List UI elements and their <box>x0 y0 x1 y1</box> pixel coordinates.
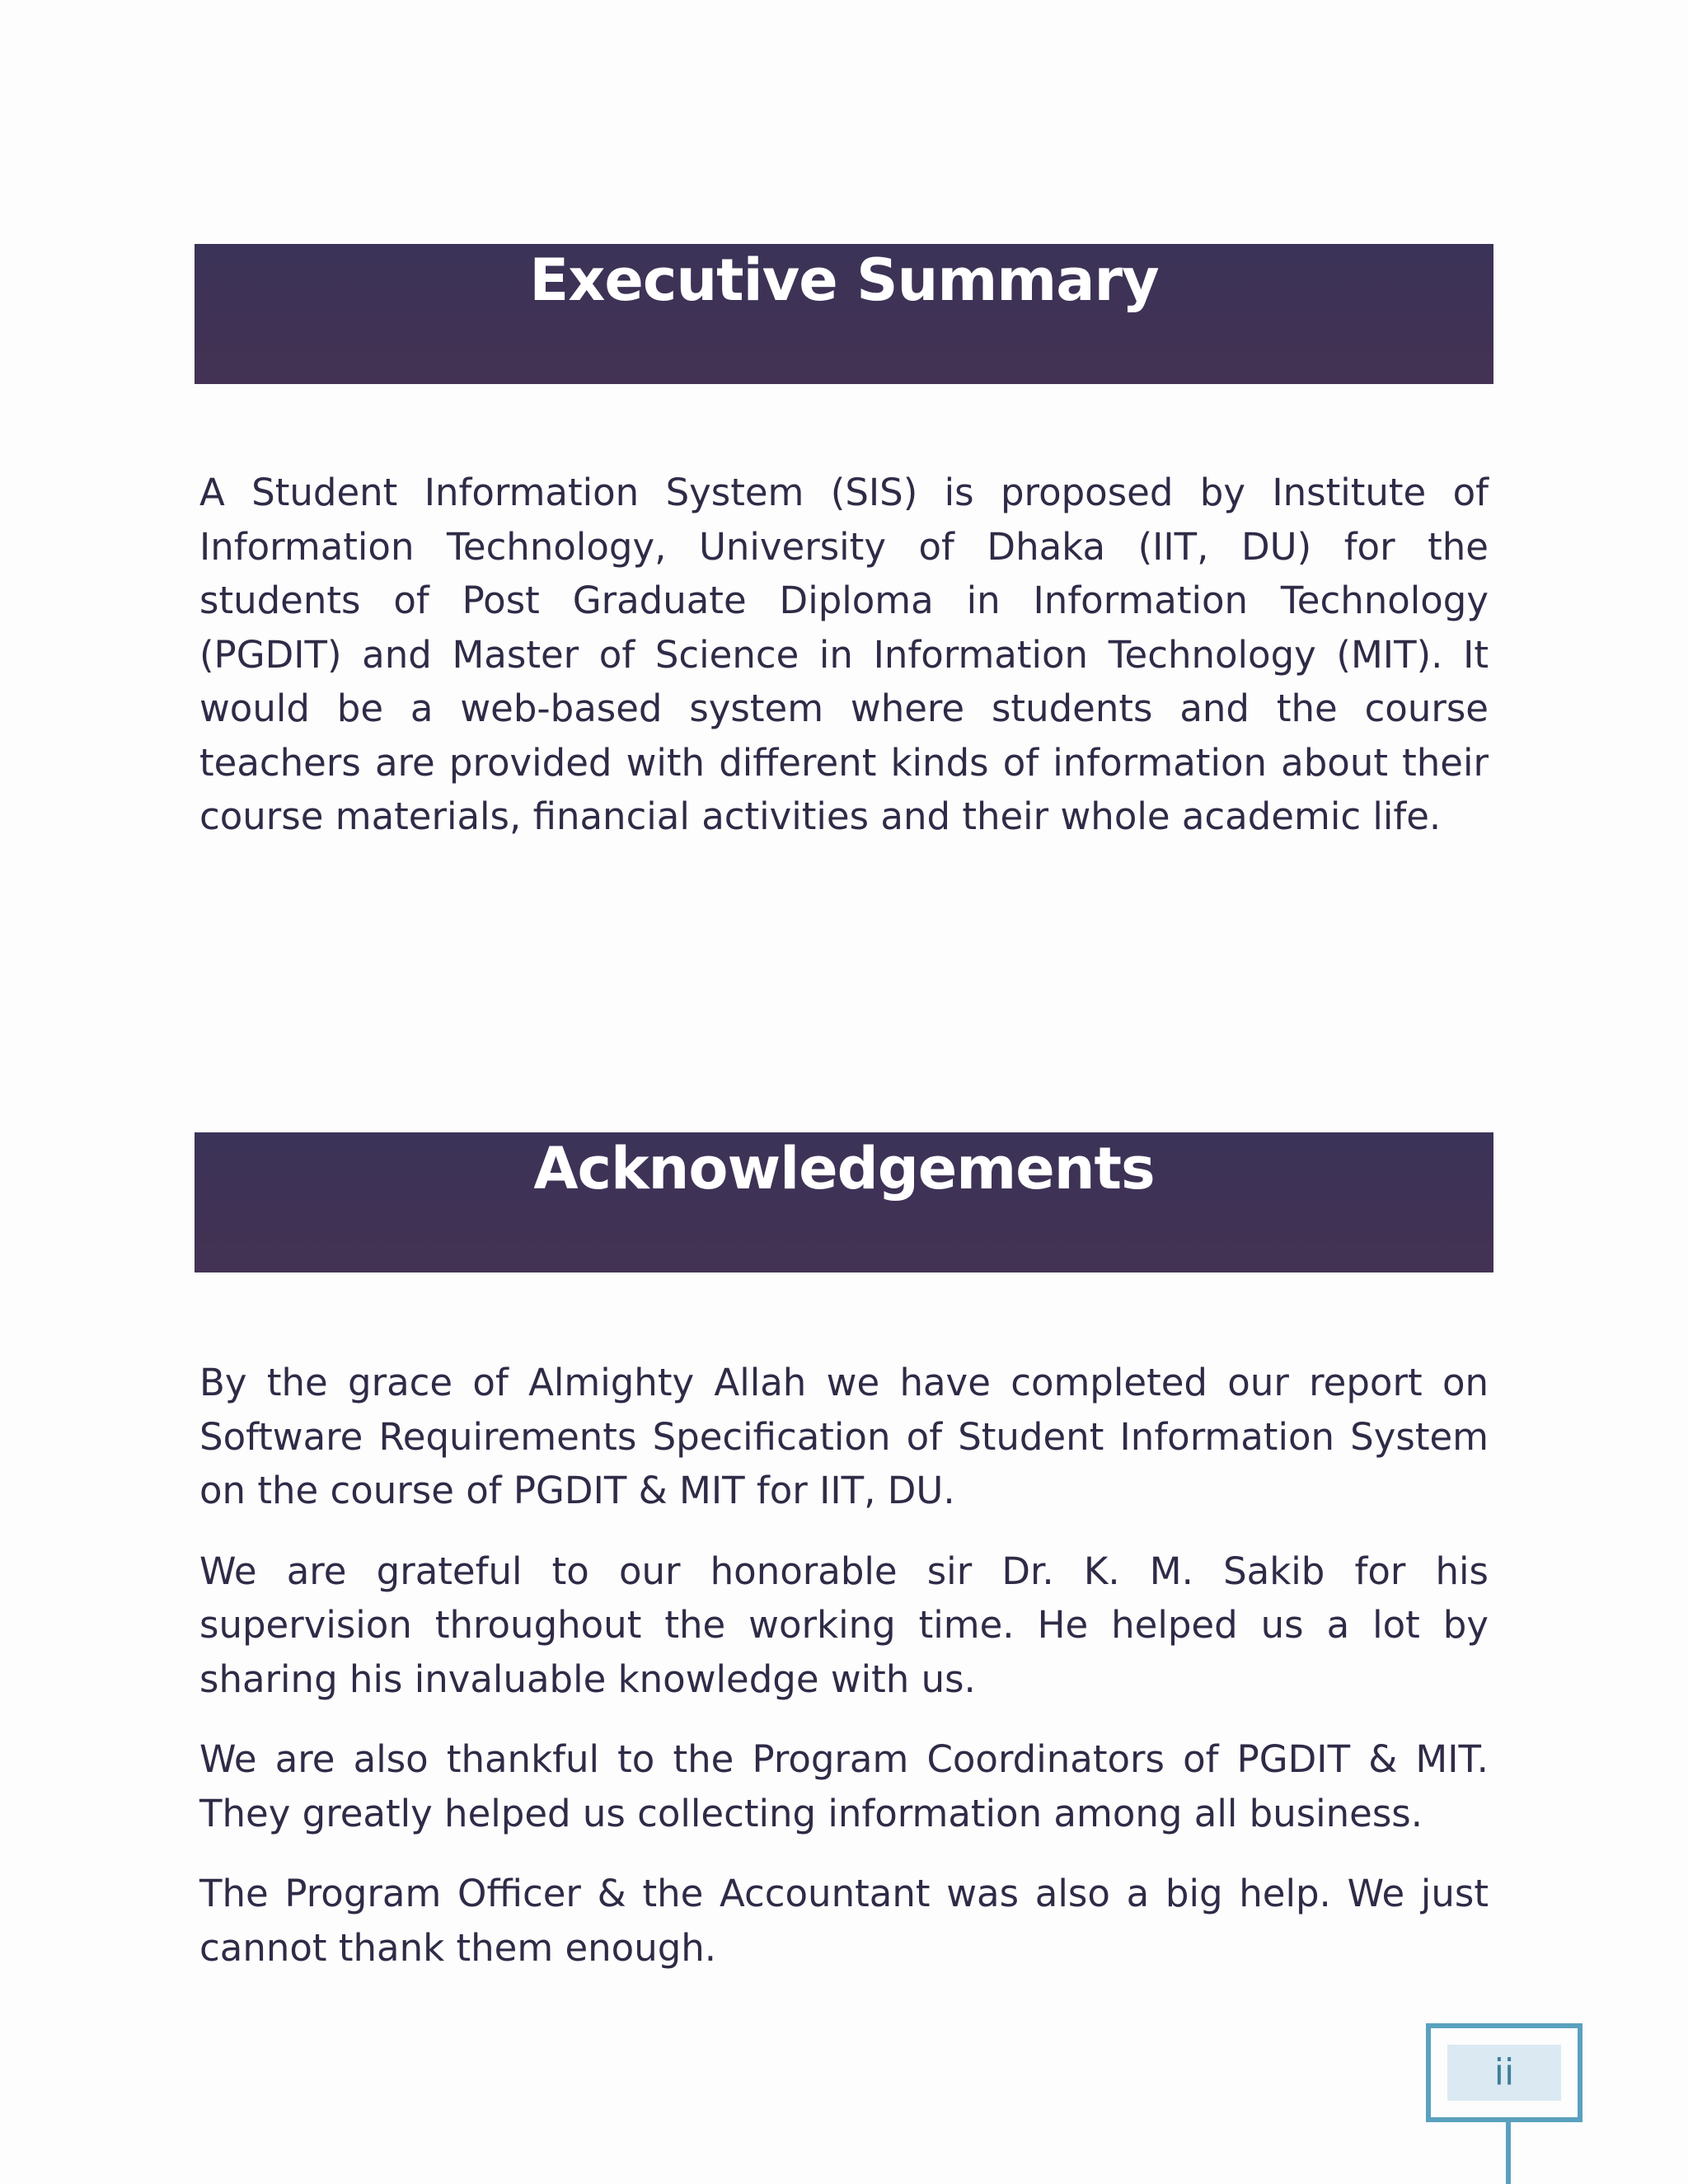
executive-summary-banner <box>195 244 1493 384</box>
acknowledgements-banner <box>195 1132 1493 1272</box>
acknowledgements-paragraph: By the grace of Almighty Allah we have completed our report on Software Requirements Specification of Student Information System on the course of PGDIT & MIT for IIT, DU. <box>199 1361 1489 1512</box>
acknowledgements-heading: Acknowledgements <box>533 1135 1155 1202</box>
executive-summary-heading: Executive Summary <box>529 246 1159 314</box>
executive-summary-body <box>199 466 1489 870</box>
executive-summary-paragraph: A Student Information System (SIS) is proposed by Institute of Information Technology, University of Dhaka (IIT, DU) for the students of Post Graduate Diploma in Information Technology (PGDIT) and Master of Science in Information Technology (MIT). It would be a web-based system where students and the course teachers are provided with different kinds of information about their course materials, financial activities and their whole academic life. <box>199 471 1489 838</box>
page-number-box <box>1426 2023 1582 2122</box>
acknowledgements-paragraph: We are also thankful to the Program Coordinators of PGDIT & MIT. They greatly helped us collecting information among all business. <box>199 1737 1489 1835</box>
acknowledgements-paragraph: The Program Officer & the Accountant was also a big help. We just cannot thank them enough. <box>199 1872 1489 1970</box>
page-number: ii <box>1447 2045 1561 2101</box>
page-number-stem <box>1506 2122 1511 2184</box>
acknowledgements-body <box>199 1356 1489 2001</box>
acknowledgements-paragraph: We are grateful to our honorable sir Dr. K. M. Sakib for his supervision throughout the working time. He helped us a lot by sharing his invaluable knowledge with us. <box>199 1549 1489 1701</box>
